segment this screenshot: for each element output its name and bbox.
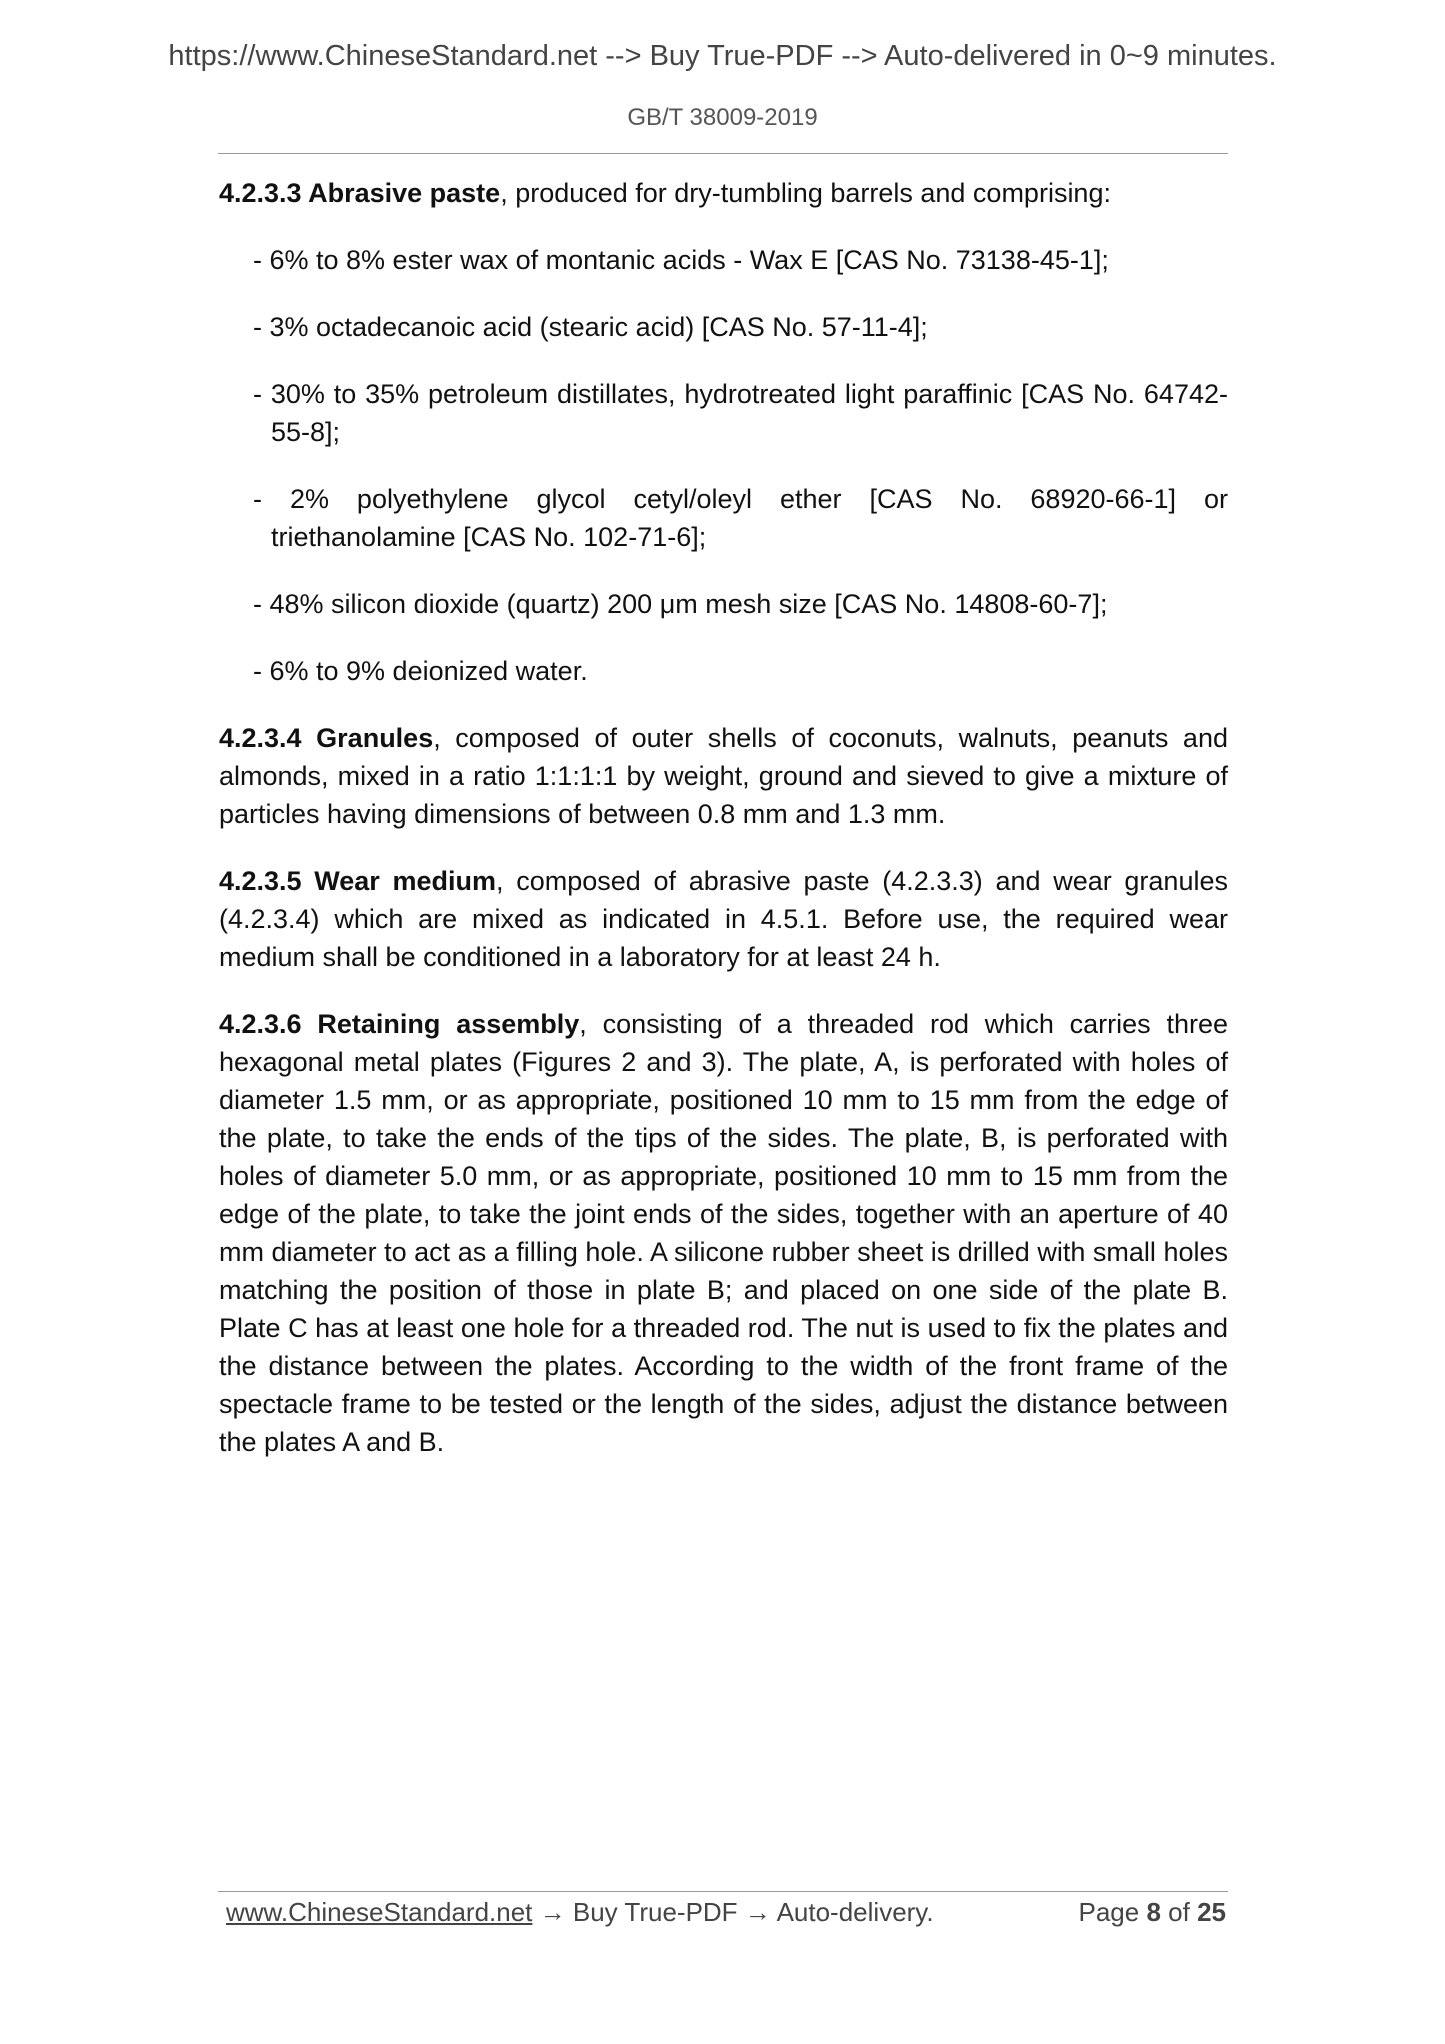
top-banner: https://www.ChineseStandard.net --> Buy True-PDF --> Auto-delivered in 0~9 minutes.	[168, 40, 1277, 72]
header-divider	[218, 153, 1228, 154]
section-number: 4.2.3.4	[219, 723, 302, 753]
footer-divider	[218, 1891, 1228, 1892]
list-item: - 48% silicon dioxide (quartz) 200 μm mesh size [CAS No. 14808-60-7];	[253, 589, 1108, 619]
list-item: - 6% to 9% deionized water.	[253, 656, 588, 686]
total-pages: 25	[1197, 1897, 1226, 1927]
section-text: , consisting of a threaded rod which carries three hexagonal metal plates (Figures 2 and 3). The plate, A, is perforated with holes of diameter 1.5 mm, or as appropriate, positioned 10 mm to 15 mm from the edge of the plate, to take the ends of the tips of the sides. The plate, B, is perforated with holes of diameter 5.0 mm, or as appropriate, positioned 10 mm to 15 mm from the edge of the plate, to take the joint ends of the sides, together with an aperture of 40 mm diameter to act as a filling hole. A silicone rubber sheet is drilled with small holes matching the position of those in plate B; and placed on one side of the plate B. Plate C has at least one hole for a threaded rod. The nut is used to fix the plates and the distance between the plates. According to the width of the front frame of the spectacle frame to be tested or the length of the sides, adjust the distance between the plates A and B.	[219, 1009, 1228, 1457]
page-footer	[226, 1894, 1226, 1930]
section-number: 4.2.3.6	[219, 1009, 302, 1039]
list-item: - 30% to 35% petroleum distillates, hydrotreated light paraffinic [CAS No. 64742-55-8];	[253, 379, 1228, 447]
footer-site-link[interactable]: www.ChineseStandard.net	[226, 1897, 533, 1927]
list-item: - 2% polyethylene glycol cetyl/oleyl ether [CAS No. 68920-66-1] or triethanolamine [CAS No. 102-71-6];	[253, 484, 1228, 552]
page-indicator	[1078, 1894, 1226, 1930]
section-4-2-3-5	[219, 862, 1228, 976]
section-title: Retaining assembly	[317, 1009, 580, 1039]
document-body	[219, 174, 1228, 1490]
section-title: Wear medium	[314, 866, 497, 896]
section-title: Abrasive paste	[308, 178, 501, 208]
section-heading	[219, 866, 496, 896]
section-text: , composed of abrasive paste (4.2.3.3) and wear granules (4.2.3.4) which are mixed as indicated in 4.5.1. Before use, the required wear medium shall be conditioned in a laboratory for at least 24 h.	[219, 866, 1228, 972]
of-label: of	[1168, 1897, 1190, 1927]
abrasive-paste-composition-list	[219, 241, 1228, 690]
list-item: - 3% octadecanoic acid (stearic acid) [CAS No. 57-11-4];	[253, 312, 928, 342]
section-text: , produced for dry-tumbling barrels and comprising:	[500, 178, 1111, 208]
section-text: , composed of outer shells of coconuts, walnuts, peanuts and almonds, mixed in a ratio 1:1:1:1 by weight, ground and sieved to give a mixture of particles having dimensions of between 0.8 mm and 1.3 mm.	[219, 723, 1228, 829]
section-4-2-3-3	[219, 174, 1228, 212]
footer-tagline: → Buy True-PDF → Auto-delivery.	[532, 1897, 934, 1927]
section-number: 4.2.3.3	[219, 178, 302, 208]
section-heading	[219, 723, 433, 753]
page-label: Page	[1078, 1897, 1140, 1927]
section-4-2-3-4	[219, 719, 1228, 833]
page-number: 8	[1146, 1897, 1161, 1927]
section-heading	[219, 178, 500, 208]
section-4-2-3-6	[219, 1005, 1228, 1461]
section-number: 4.2.3.5	[219, 866, 302, 896]
section-heading	[219, 1009, 579, 1039]
standard-code: GB/T 38009-2019	[627, 104, 818, 131]
list-item: - 6% to 8% ester wax of montanic acids - Wax E [CAS No. 73138-45-1];	[253, 245, 1109, 275]
section-title: Granules	[316, 723, 434, 753]
